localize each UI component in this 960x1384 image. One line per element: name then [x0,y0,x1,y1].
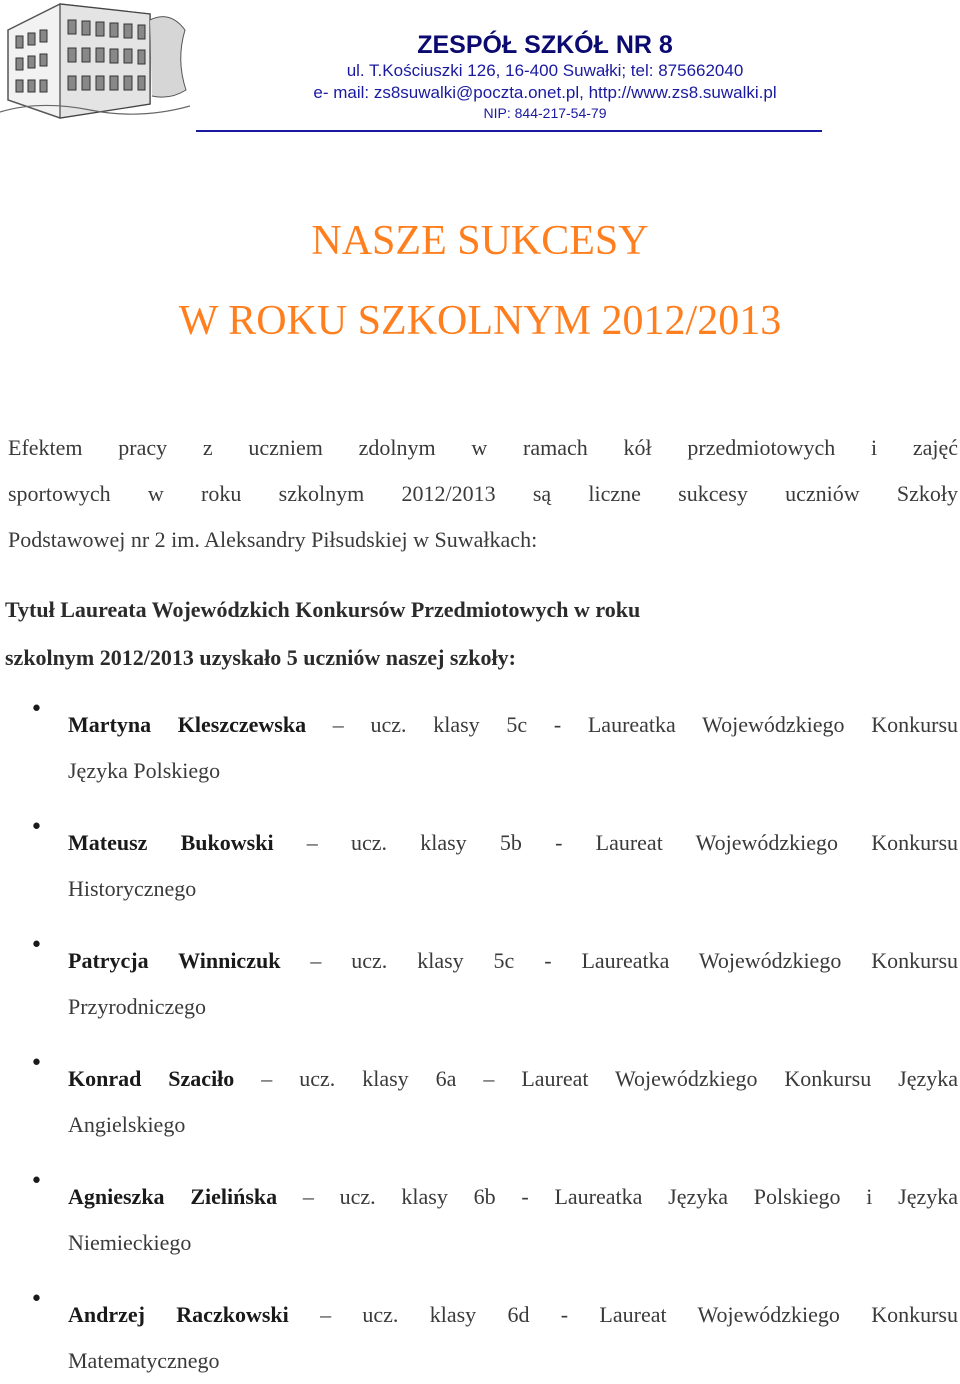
laureates-heading-line: szkolnym 2012/2013 uzyskało 5 uczniów naszej szkoły: [5,645,516,670]
laureate-desc-cont: Przyrodniczego [68,994,207,1019]
school-address: ul. T.Kościuszki 126, 16-400 Suwałki; tel: 875662040 [346,61,744,80]
list-item-line [68,820,958,866]
page-title-line1: NASZE SUKCESY [311,218,649,264]
list-item [68,702,958,794]
school-contact: e- mail: zs8suwalki@poczta.onet.pl, http://www.zs8.suwalki.pl [313,83,777,102]
list-item [68,1292,958,1384]
list-item [68,1056,958,1148]
page-title-line2: W ROKU SZKOLNYM 2012/2013 [178,298,782,344]
laureate-name: Patrycja Winniczuk [68,948,281,973]
bullet-icon: • [30,1051,43,1076]
laureate-name: Konrad Szaciło [68,1066,235,1091]
bullet-icon: • [30,815,43,840]
laureate-name: Martyna Kleszczewska [68,712,307,737]
letterhead-text [270,30,820,122]
laureate-name: Andrzej Raczkowski [68,1302,289,1327]
laureates-heading [5,586,955,682]
list-item-line [68,1292,958,1338]
list-item-line [68,938,958,984]
list-item [68,820,958,912]
laureates-heading-line: Tytuł Laureata Wojewódzkich Konkursów Przedmiotowych w roku [5,597,641,622]
laureate-desc-cont: Matematycznego [68,1348,220,1373]
laureate-desc-cont: Historycznego [68,876,197,901]
laureate-desc-cont: Języka Polskiego [68,758,221,783]
bullet-icon: • [30,697,43,722]
intro-line: Efektem pracy z uczniem zdolnym w ramach kół przedmiotowych i zajęć [8,435,958,460]
bullet-icon: • [30,933,43,958]
header-divider [196,130,822,132]
bullet-icon: • [30,1169,43,1194]
laureate-desc: – ucz. klasy 6b - Laureatka Języka Polskiego i Języka [302,1184,959,1209]
intro-line: Podstawowej nr 2 im. Aleksandry Piłsudskiej w Suwałkach: [8,527,538,552]
laureate-desc: – ucz. klasy 5b - Laureat Wojewódzkiego Konkursu [306,830,959,855]
list-item [68,938,958,1030]
laureate-desc: – ucz. klasy 5c - Laureatka Wojewódzkiego Konkursu [332,712,958,737]
list-item-line [68,702,958,748]
intro-paragraph [8,425,958,563]
letterhead [0,0,960,135]
laureate-name: Agnieszka Zielińska [68,1184,278,1209]
list-item [68,1174,958,1266]
laureate-desc: – ucz. klasy 6d - Laureat Wojewódzkiego Konkursu [320,1302,958,1327]
list-item-line [68,1174,958,1220]
bullet-icon: • [30,1287,43,1312]
laureate-name: Mateusz Bukowski [68,830,274,855]
school-building-logo [0,0,190,122]
laureate-desc: – ucz. klasy 5c - Laureatka Wojewódzkiego Konkursu [310,948,959,973]
school-nip: NIP: 844-217-54-79 [483,105,607,121]
laureate-desc-cont: Angielskiego [68,1112,186,1137]
school-name: ZESPÓŁ SZKÓŁ NR 8 [417,31,673,59]
laureate-desc-cont: Niemieckiego [68,1230,192,1255]
list-item-line [68,1056,958,1102]
laureate-desc: – ucz. klasy 6a – Laureat Wojewódzkiego Konkursu Języka [261,1066,959,1091]
intro-line: sportowych w roku szkolnym 2012/2013 są liczne sukcesy uczniów Szkoły [8,481,958,506]
